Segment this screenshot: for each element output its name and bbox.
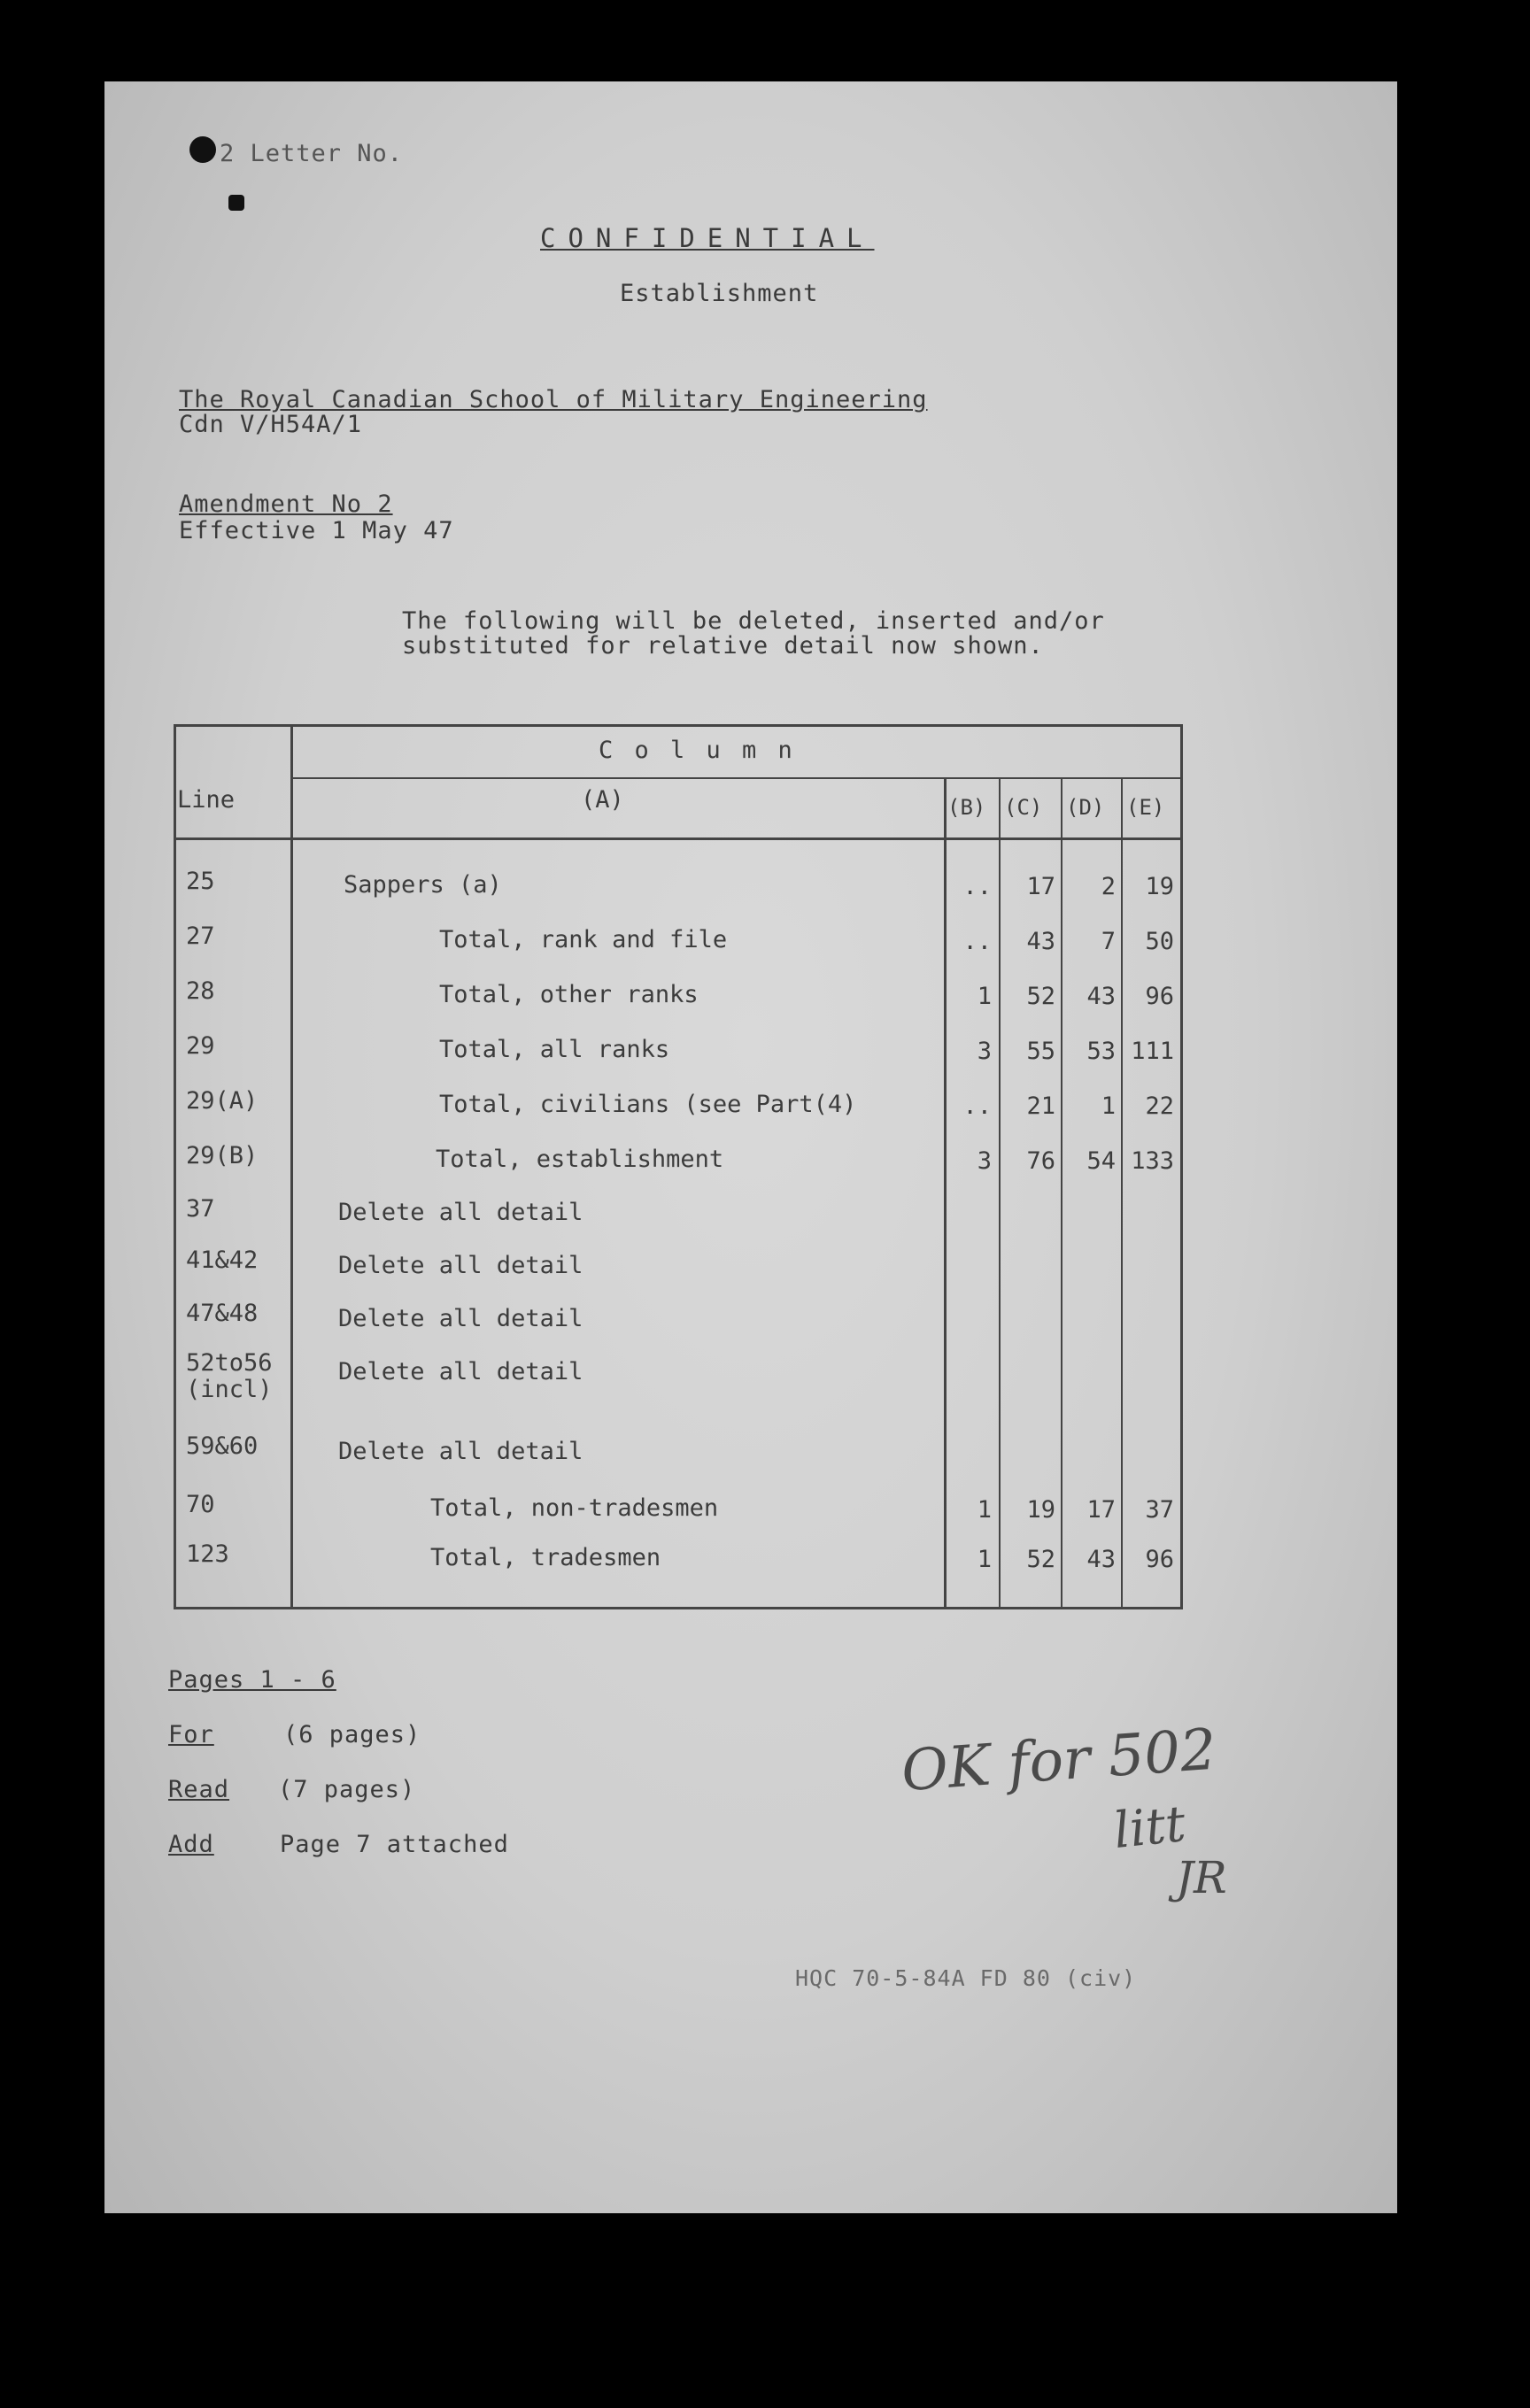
row-line: 28 bbox=[186, 977, 215, 1005]
row-col-b: 1 bbox=[977, 1546, 992, 1573]
header-col-a: (A) bbox=[581, 786, 624, 814]
row-col-c: 21 bbox=[1026, 1092, 1055, 1120]
intro-text-line-1: The following will be deleted, inserted and/or bbox=[402, 607, 1105, 635]
row-col-e: 19 bbox=[1145, 873, 1174, 900]
row-line: 29(B) bbox=[186, 1142, 259, 1169]
row-col-b: 1 bbox=[977, 983, 992, 1010]
classification-heading: CONFIDENTIAL bbox=[540, 223, 875, 253]
punch-hole bbox=[189, 136, 216, 163]
row-col-d: 54 bbox=[1086, 1147, 1116, 1175]
row-col-e: 22 bbox=[1145, 1092, 1174, 1120]
row-description: Total, civilians (see Part(4) bbox=[439, 1091, 857, 1118]
row-col-d: 53 bbox=[1086, 1038, 1116, 1065]
row-description: Total, other ranks bbox=[439, 981, 699, 1008]
amendment-table bbox=[174, 724, 1183, 1609]
intro-text-line-2: substituted for relative detail now shown. bbox=[402, 632, 1044, 660]
row-col-b: 3 bbox=[977, 1147, 992, 1175]
pages-label: Pages 1 - 6 bbox=[168, 1666, 336, 1694]
row-description: Delete all detail bbox=[338, 1438, 583, 1465]
row-line: 59&60 bbox=[186, 1432, 259, 1460]
organization-name: The Royal Canadian School of Military Engineering bbox=[179, 386, 928, 413]
row-col-b: .. bbox=[962, 873, 992, 900]
row-line: 41&42 bbox=[186, 1246, 259, 1274]
row-col-c: 43 bbox=[1026, 928, 1055, 955]
row-line: 123 bbox=[186, 1540, 229, 1568]
row-col-c: 76 bbox=[1026, 1147, 1055, 1175]
row-description: Total, establishment bbox=[436, 1146, 724, 1173]
row-line: 29(A) bbox=[186, 1087, 259, 1115]
row-col-c: 55 bbox=[1026, 1038, 1055, 1065]
row-col-e: 96 bbox=[1145, 1546, 1174, 1573]
header-line: Line bbox=[177, 786, 236, 814]
row-line: 27 bbox=[186, 922, 215, 950]
read-label: Read bbox=[168, 1776, 230, 1803]
handwritten-note-2: litt bbox=[1110, 1794, 1189, 1861]
handwritten-initials: JR bbox=[1176, 1852, 1227, 1903]
row-col-d: 7 bbox=[1101, 928, 1116, 955]
header-col-c: (C) bbox=[1004, 795, 1043, 820]
row-col-c: 17 bbox=[1026, 873, 1055, 900]
header-col-d: (D) bbox=[1066, 795, 1105, 820]
row-description: Delete all detail bbox=[338, 1358, 583, 1385]
row-col-d: 43 bbox=[1086, 1546, 1116, 1573]
organization-code: Cdn V/H54A/1 bbox=[179, 411, 363, 438]
row-col-c: 52 bbox=[1026, 1546, 1055, 1573]
row-line-note: (incl) bbox=[186, 1376, 273, 1403]
punch-hole bbox=[228, 195, 244, 211]
row-col-d: 1 bbox=[1101, 1092, 1116, 1120]
row-line: 70 bbox=[186, 1491, 215, 1518]
row-col-b: .. bbox=[962, 928, 992, 955]
header-col-e: (E) bbox=[1126, 795, 1165, 820]
column-group-header: C o l u m n bbox=[599, 737, 796, 764]
row-col-c: 52 bbox=[1026, 983, 1055, 1010]
row-col-b: .. bbox=[962, 1092, 992, 1120]
row-line: 25 bbox=[186, 868, 215, 895]
row-description: Total, rank and file bbox=[439, 926, 728, 953]
row-description: Total, all ranks bbox=[439, 1036, 670, 1063]
header-col-b: (B) bbox=[947, 795, 986, 820]
for-label: For bbox=[168, 1721, 214, 1748]
row-col-e: 96 bbox=[1145, 983, 1174, 1010]
row-col-b: 1 bbox=[977, 1496, 992, 1524]
row-col-e: 111 bbox=[1131, 1038, 1174, 1065]
row-col-e: 133 bbox=[1131, 1147, 1174, 1175]
read-value: (7 pages) bbox=[278, 1776, 416, 1803]
file-reference: HQC 70-5-84A FD 80 (civ) bbox=[795, 1965, 1137, 1991]
amendment-number: Amendment No 2 bbox=[179, 490, 393, 518]
row-col-e: 50 bbox=[1145, 928, 1174, 955]
handwritten-note: OK for 502 bbox=[899, 1717, 1219, 1805]
effective-date: Effective 1 May 47 bbox=[179, 517, 454, 544]
row-col-c: 19 bbox=[1026, 1496, 1055, 1524]
row-col-d: 2 bbox=[1101, 873, 1116, 900]
row-description: Total, tradesmen bbox=[430, 1544, 661, 1571]
row-col-d: 17 bbox=[1086, 1496, 1116, 1524]
row-col-d: 43 bbox=[1086, 983, 1116, 1010]
letter-reference: 2 Letter No. bbox=[220, 140, 404, 167]
add-value: Page 7 attached bbox=[280, 1831, 509, 1858]
row-description: Delete all detail bbox=[338, 1199, 583, 1226]
add-label: Add bbox=[168, 1831, 214, 1858]
row-description: Total, non-tradesmen bbox=[430, 1494, 719, 1522]
document-subtitle: Establishment bbox=[620, 280, 819, 307]
row-col-e: 37 bbox=[1145, 1496, 1174, 1524]
row-line: 52to56 bbox=[186, 1349, 273, 1377]
for-value: (6 pages) bbox=[283, 1721, 421, 1748]
row-line: 47&48 bbox=[186, 1300, 259, 1327]
row-line: 29 bbox=[186, 1032, 215, 1060]
row-col-b: 3 bbox=[977, 1038, 992, 1065]
row-description: Delete all detail bbox=[338, 1305, 583, 1332]
document-page bbox=[104, 81, 1397, 2213]
row-description: Sappers (a) bbox=[344, 871, 502, 899]
row-description: Delete all detail bbox=[338, 1252, 583, 1279]
row-line: 37 bbox=[186, 1195, 215, 1223]
